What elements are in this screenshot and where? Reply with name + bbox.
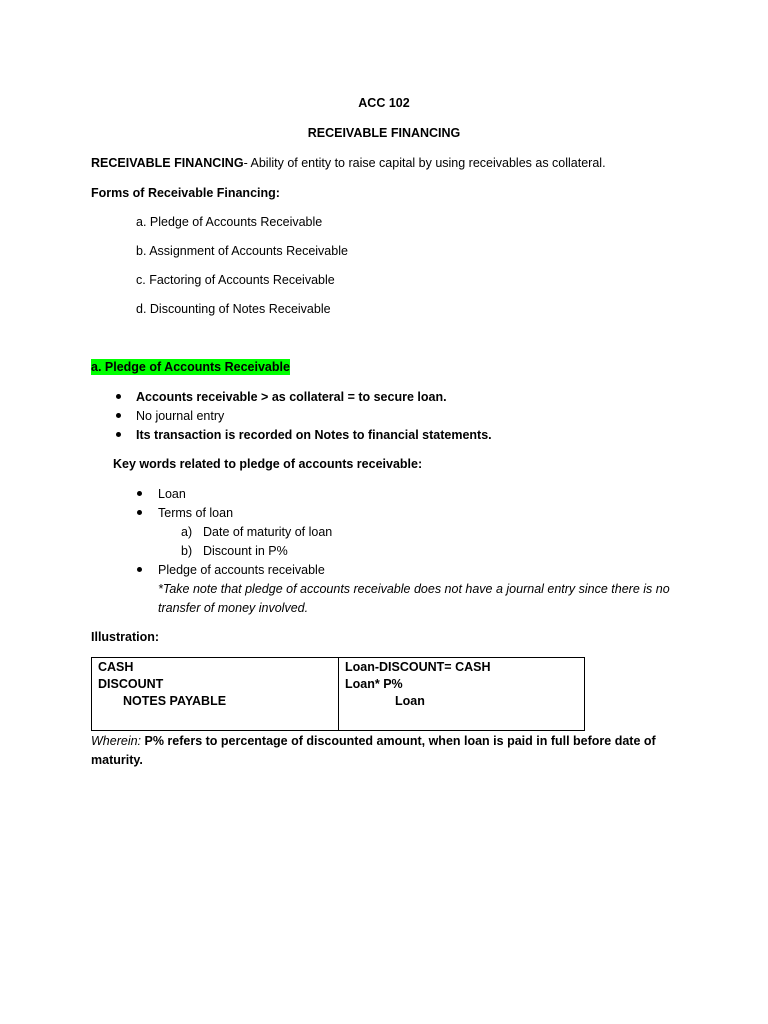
table-cell-right: Loan bbox=[395, 694, 425, 708]
form-item: d. Discounting of Notes Receivable bbox=[136, 302, 331, 316]
keyword-item: Terms of loan bbox=[158, 506, 234, 520]
section-a-heading: a. Pledge of Accounts Receivable bbox=[91, 360, 290, 374]
wherein-line bbox=[91, 733, 656, 749]
note-line: transfer of money involved. bbox=[158, 601, 309, 615]
sub-marker: a) bbox=[181, 525, 193, 539]
definition-term: RECEIVABLE FINANCING bbox=[91, 156, 244, 170]
table-cell-left: NOTES PAYABLE bbox=[123, 694, 227, 708]
bullet-icon bbox=[116, 432, 121, 437]
bullet-icon bbox=[116, 413, 121, 418]
keyword-item: Loan bbox=[158, 487, 186, 501]
definition bbox=[91, 155, 606, 171]
forms-heading: Forms of Receivable Financing: bbox=[91, 186, 280, 200]
definition-text: - Ability of entity to raise capital by using receivables as collateral. bbox=[243, 156, 606, 170]
bullet-item: Its transaction is recorded on Notes to financial statements. bbox=[136, 428, 492, 442]
table-cell-left: DISCOUNT bbox=[98, 677, 164, 691]
table-cell-left: CASH bbox=[98, 660, 134, 674]
course-code: ACC 102 bbox=[358, 96, 410, 110]
wherein-text: P% refers to percentage of discounted amount, when loan is paid in full before date of bbox=[141, 734, 656, 748]
form-item: a. Pledge of Accounts Receivable bbox=[136, 215, 323, 229]
sub-marker: b) bbox=[181, 544, 193, 558]
wherein-label: Wherein: bbox=[91, 734, 142, 748]
keyword-item: Pledge of accounts receivable bbox=[158, 563, 325, 577]
illustration-heading: Illustration: bbox=[91, 630, 160, 644]
table-cell-right: Loan-DISCOUNT= CASH bbox=[345, 660, 491, 674]
form-item: c. Factoring of Accounts Receivable bbox=[136, 273, 335, 287]
sub-item: Date of maturity of loan bbox=[203, 525, 333, 539]
bullet-icon bbox=[137, 491, 142, 496]
bullet-item: No journal entry bbox=[136, 409, 225, 423]
bullet-icon bbox=[116, 394, 121, 399]
wherein-line: maturity. bbox=[91, 753, 143, 767]
keywords-heading: Key words related to pledge of accounts receivable: bbox=[113, 457, 423, 471]
form-item: b. Assignment of Accounts Receivable bbox=[136, 244, 348, 258]
bullet-icon bbox=[137, 510, 142, 515]
sub-item: Discount in P% bbox=[203, 544, 288, 558]
table-cell-right: Loan* P% bbox=[345, 677, 403, 691]
bullet-item: Accounts receivable > as collateral = to secure loan. bbox=[136, 390, 447, 404]
table-divider bbox=[338, 658, 339, 730]
note-line: *Take note that pledge of accounts receivable does not have a journal entry since there is no bbox=[158, 582, 670, 596]
bullet-icon bbox=[137, 567, 142, 572]
illustration-table bbox=[91, 657, 585, 731]
page-title: RECEIVABLE FINANCING bbox=[307, 126, 461, 140]
